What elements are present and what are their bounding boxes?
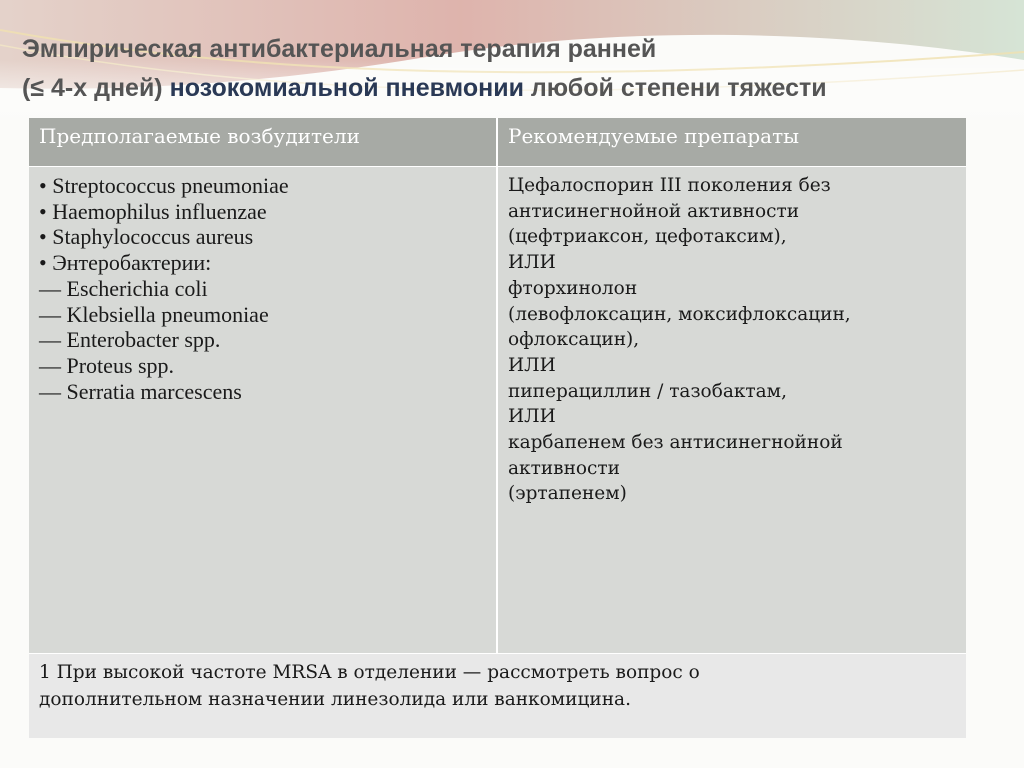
drug-line: Цефалоспорин III поколения без — [508, 175, 831, 196]
drug-line: активности — [508, 457, 620, 479]
pathogen-item: • Haemophilus influenzae — [39, 198, 267, 224]
drug-line: ИЛИ — [508, 252, 556, 274]
pathogen-item: — Serratia marcescens — [39, 378, 242, 404]
title-line-2-suffix: любой степени тяжести — [523, 74, 827, 102]
drug-line: фторхинолон — [508, 277, 638, 299]
drug-line: ИЛИ — [508, 354, 556, 376]
pathogen-item: — Proteus spp. — [39, 352, 175, 378]
pathogen-item: • Streptococcus pneumoniae — [39, 173, 289, 198]
drug-line: (цефтриаксон, цефотаксим), — [508, 226, 787, 248]
pathogen-item: • Энтеробактерии: — [39, 250, 212, 276]
header-pathogens: Предполагаемые возбудители — [29, 118, 496, 166]
drug-line: пиперациллин / тазобактам, — [508, 380, 787, 402]
therapy-table — [29, 118, 966, 738]
page-title — [22, 30, 1012, 108]
drug-line: антисинегнойной активности — [508, 200, 800, 222]
title-highlight: нозокомиальной пневмонии — [169, 74, 524, 102]
header-divider — [29, 166, 966, 167]
title-line-2 — [22, 69, 1012, 108]
drug-line: (эртапенем) — [508, 483, 627, 505]
title-line-1: Эмпирическая антибактериальная терапия ранней — [22, 35, 657, 63]
pathogen-item: • Staphylococcus aureus — [39, 224, 254, 250]
drug-line: ИЛИ — [508, 406, 556, 428]
pathogens-cell — [29, 167, 496, 653]
footnote-line: 1 При высокой частоте MRSA в отделении — рассмотреть вопрос о — [39, 662, 700, 683]
pathogen-item: — Klebsiella pneumoniae — [39, 301, 269, 327]
drug-line: офлоксацин), — [508, 329, 640, 351]
drug-line: карбапенем без антисинегнойной — [508, 432, 843, 454]
drug-line: (левофлоксацин, моксифлоксацин, — [508, 303, 851, 325]
footnote — [29, 654, 966, 738]
header-drugs: Рекомендуемые препараты — [498, 118, 966, 166]
drugs-cell — [498, 167, 966, 653]
footnote-line: дополнительном назначении линезолида или ванкомицина. — [39, 689, 631, 710]
title-line-2-prefix: (≤ 4-х дней) — [22, 74, 170, 102]
pathogen-item: — Enterobacter spp. — [39, 327, 221, 353]
column-divider — [496, 118, 498, 654]
pathogen-item: — Escherichia coli — [39, 275, 208, 301]
